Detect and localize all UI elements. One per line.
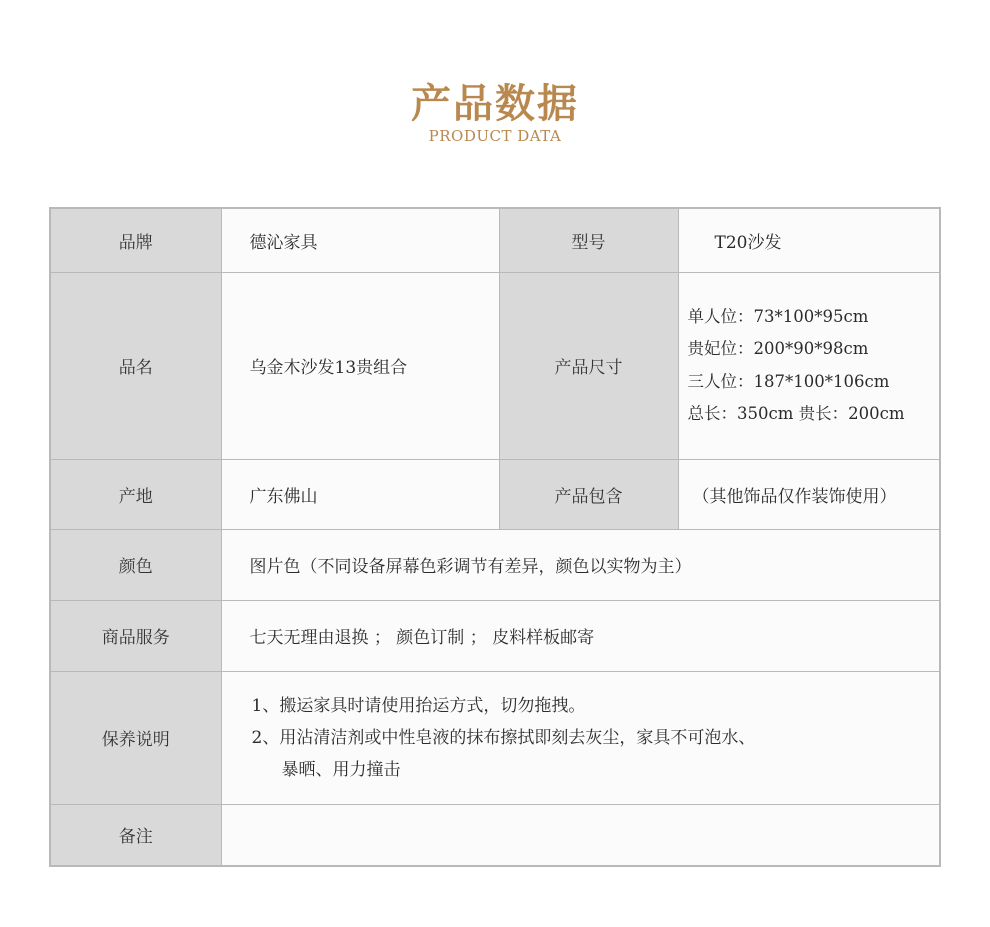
size-values xyxy=(678,272,940,459)
model-label: 型号 xyxy=(499,208,678,272)
color-label: 颜色 xyxy=(50,529,221,600)
care-label: 保养说明 xyxy=(50,671,221,804)
name-value: 乌金木沙发13贵组合 xyxy=(221,272,499,459)
note-value xyxy=(221,804,940,866)
care-line-1: 1、搬运家具时请使用抬运方式，切勿拖拽。 xyxy=(251,695,586,716)
note-label: 备注 xyxy=(50,804,221,866)
model-value: T20沙发 xyxy=(678,208,940,272)
table-row xyxy=(50,600,940,671)
name-label: 品名 xyxy=(50,272,221,459)
size-line-triple: 三人位：187*100*106cm xyxy=(687,371,890,391)
care-line-3: 暴晒、用力撞击 xyxy=(281,759,401,780)
table-row xyxy=(50,529,940,600)
size-line-chaise: 贵妃位：200*90*98cm xyxy=(687,339,869,358)
table-row xyxy=(50,459,940,529)
table-row xyxy=(50,671,940,804)
table-row xyxy=(50,272,940,459)
brand-label: 品牌 xyxy=(50,208,221,272)
table-row xyxy=(50,804,940,866)
size-line-total: 总长：350cm 贵长：200cm xyxy=(687,404,905,423)
brand-value: 德沁家具 xyxy=(221,208,499,272)
package-value: （其他饰品仅作装饰使用） xyxy=(678,459,940,529)
size-line-single: 单人位：73*100*95cm xyxy=(687,306,869,326)
page-subtitle: PRODUCT DATA xyxy=(428,127,562,145)
package-label: 产品包含 xyxy=(499,459,678,529)
table-row xyxy=(50,208,940,272)
origin-label: 产地 xyxy=(50,459,221,529)
product-data-table xyxy=(49,207,941,867)
service-value: 七天无理由退换 ； 颜色订制 ； 皮料样板邮寄 xyxy=(221,600,940,671)
page-title: 产品数据 xyxy=(411,80,579,127)
care-line-2: 2、用沾清洁剂或中性皂液的抹布擦拭即刻去灰尘，家具不可泡水、 xyxy=(251,727,756,748)
care-values xyxy=(221,671,940,804)
service-label: 商品服务 xyxy=(50,600,221,671)
color-value: 图片色（不同设备屏幕色彩调节有差异，颜色以实物为主） xyxy=(221,529,940,600)
size-label: 产品尺寸 xyxy=(499,272,678,459)
origin-value: 广东佛山 xyxy=(221,459,499,529)
